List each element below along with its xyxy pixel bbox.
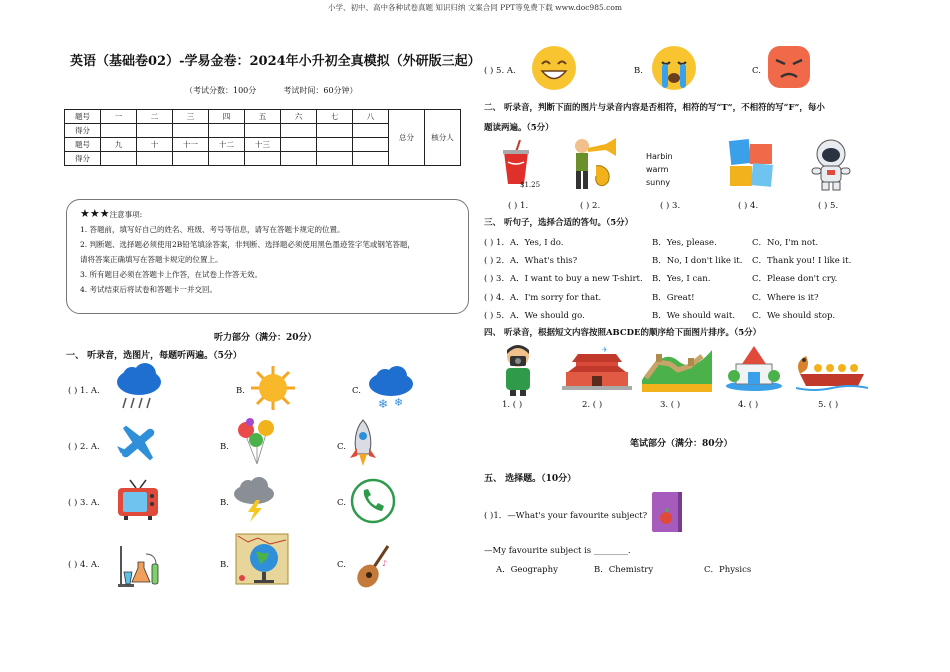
answer-blank: ( ) 2. (580, 201, 601, 211)
table-cell: 题号 (65, 138, 101, 152)
site-header: 小学、初中、高中各种试卷真题 知识归纳 文案合同 PPT等免费下载 www.doc985.com (328, 3, 622, 12)
section4-heading: 四、 听录音，根据短文内容按照ABCDE的顺序给下面图片排序。（5分） (484, 328, 762, 338)
snow-cloud-icon (366, 364, 416, 410)
answer-blank: 4. ( ) (738, 400, 759, 410)
palace-icon (724, 342, 784, 392)
score-table (64, 109, 461, 166)
option-text: B．No, I don't like it. (652, 256, 743, 266)
question-number: ( ) 1. A. (68, 386, 100, 396)
question-text: ( ) 3．A．I want to buy a new T-shirt. (484, 274, 643, 284)
page-title: 英语（基础卷02）-学易金卷：2024年小升初全真模拟（外研版三起） (70, 54, 481, 69)
option-text: A．Geography (496, 565, 558, 575)
option-text: B．We should wait. (652, 311, 735, 321)
section5-heading: 五、 选择题。（10分） (484, 474, 577, 484)
svg-text:❄: ❄ (378, 397, 389, 410)
table-cell: 四 (209, 110, 245, 124)
section2-heading: 二、 听录音，判断下面的图片与录音内容是否相符，相符的写“T”，不相符的写“F”，每小 (484, 103, 825, 113)
notice-item: 3. 所有题目必须在答题卡上作答，在试卷上作答无效。 (80, 270, 263, 279)
svg-text:♪: ♪ (382, 559, 388, 568)
notice-item: 1. 答题前，填写好自己的姓名、班级、考号等信息，请写在答题卡规定的位置。 (80, 225, 345, 234)
notice-heading: 注意事项: (109, 210, 143, 219)
notice-box (66, 199, 469, 314)
harbin-weather: sunny (646, 178, 671, 187)
option-text: C．Physics (704, 565, 752, 575)
table-cell: 十 (137, 138, 173, 152)
balloons-icon (236, 418, 278, 466)
question-number: ( ) 5. A. (484, 66, 516, 76)
exam-time-info: 考试时间：60分钟） (283, 86, 358, 95)
option-text: C．Where is it? (752, 293, 819, 303)
option-label: C. (752, 66, 761, 76)
great-wall-icon (642, 340, 712, 392)
table-cell: 五 (245, 110, 281, 124)
exam-score-info: （考试分数：100分 (185, 86, 257, 95)
table-cell: 十一 (173, 138, 209, 152)
question-number: ( ) 3. A. (68, 498, 100, 508)
option-text: B．Yes, please. (652, 238, 717, 248)
phone-icon (350, 478, 396, 524)
option-label: B. (634, 66, 643, 76)
listening-heading: 听力部分（满分：20分） (214, 333, 317, 343)
table-cell: 三 (173, 110, 209, 124)
option-label: C. (337, 560, 346, 570)
question-text: ( ) 1．A．Yes, I do. (484, 238, 564, 248)
table-cell: 一 (101, 110, 137, 124)
option-text: B．Great! (652, 293, 695, 303)
question-text: ( )1．—What's your favourite subject? (484, 511, 648, 521)
answer-blank: ( ) 3. (660, 201, 681, 211)
price-label: $1.25 (520, 181, 541, 189)
angry-face-icon (766, 44, 812, 90)
table-cell: 七 (317, 110, 353, 124)
answer-blank: 2. ( ) (582, 400, 603, 410)
answer-blank: ( ) 1. (508, 201, 529, 211)
question-number: ( ) 4. A. (68, 560, 100, 570)
answer-blank: ( ) 4. (738, 201, 759, 211)
option-label: B. (220, 498, 229, 508)
harbin-weather-card (646, 150, 673, 189)
total-score-cell: 总分 (389, 110, 425, 166)
laughing-face-icon (530, 44, 578, 92)
table-cell: 二 (137, 110, 173, 124)
option-label: B. (236, 386, 245, 396)
question-number: ( ) 2. A. (68, 442, 100, 452)
photographer-icon (496, 342, 540, 396)
table-cell: 十二 (209, 138, 245, 152)
harbin-city: Harbin (646, 152, 673, 161)
notice-item: 4. 考试结束后将试卷和答题卡一并交回。 (80, 285, 218, 294)
tv-icon (116, 478, 160, 522)
table-cell: 十三 (245, 138, 281, 152)
reviewer-cell: 核分人 (425, 110, 461, 166)
globe-map-icon (234, 532, 292, 588)
table-cell: 得分 (65, 124, 101, 138)
trumpet-player-icon (566, 136, 626, 194)
section1-heading: 一、 听录音，选图片，每题听两遍。（5分） (66, 351, 242, 361)
writing-heading: 笔试部分（满分：80分） (630, 439, 733, 449)
rocket-icon (348, 418, 378, 468)
answer-blank: 5. ( ) (818, 400, 839, 410)
option-text: C．No, I'm not. (752, 238, 819, 248)
option-text: B．Yes, I can. (652, 274, 711, 284)
answer-blank: ( ) 5. (818, 201, 839, 211)
option-label: B. (220, 442, 229, 452)
notice-item: 请将答案正确填写在答题卡规定的位置上。 (80, 255, 223, 264)
dragon-boat-icon (796, 346, 868, 392)
option-text: C．Please don't cry. (752, 274, 838, 284)
option-label: C. (337, 498, 346, 508)
question-text: ( ) 5．A．We should go. (484, 311, 585, 321)
svg-text:✈: ✈ (602, 346, 608, 354)
stars-icon: ★★★ (80, 207, 110, 220)
crying-face-icon (650, 44, 698, 92)
question-reply: —My favourite subject is ________. (484, 546, 631, 556)
exam-info (185, 85, 358, 96)
table-cell: 九 (101, 138, 137, 152)
astronaut-icon (808, 138, 854, 192)
answer-blank: 3. ( ) (660, 400, 681, 410)
tiananmen-icon (562, 346, 632, 392)
svg-text:❄: ❄ (394, 396, 404, 409)
section3-heading: 三、 听句子，选择合适的答句。（5分） (484, 218, 634, 228)
thunderstorm-icon (232, 476, 276, 522)
rain-cloud-icon (114, 362, 164, 412)
notice-item: 2. 判断题、选择题必须使用2B铅笔填涂答案，非判断、选择题必须使用黑色墨迹签字笔或钢笔答题， (80, 240, 415, 249)
option-text: B．Chemistry (594, 565, 654, 575)
question-text: ( ) 4．A．I'm sorry for that. (484, 293, 602, 303)
option-label: C. (337, 442, 346, 452)
section2-heading-cont: 题读两遍。（5分） (484, 123, 554, 133)
harbin-temp: warm (646, 165, 669, 174)
option-label: B. (220, 560, 229, 570)
lab-equipment-icon (116, 542, 162, 588)
airplane-icon (114, 420, 162, 466)
option-label: C. (352, 386, 361, 396)
table-cell: 六 (281, 110, 317, 124)
books-icon (728, 138, 776, 190)
question-text: ( ) 2．A．What's this? (484, 256, 578, 266)
table-cell: 得分 (65, 152, 101, 166)
book-icon (650, 490, 684, 534)
guitar-icon (352, 544, 392, 592)
sun-icon (250, 365, 296, 411)
option-text: C．Thank you! I like it. (752, 256, 852, 266)
answer-blank: 1. ( ) (502, 400, 523, 410)
table-cell: 题号 (65, 110, 101, 124)
table-cell: 八 (353, 110, 389, 124)
option-text: C．We should stop. (752, 311, 836, 321)
